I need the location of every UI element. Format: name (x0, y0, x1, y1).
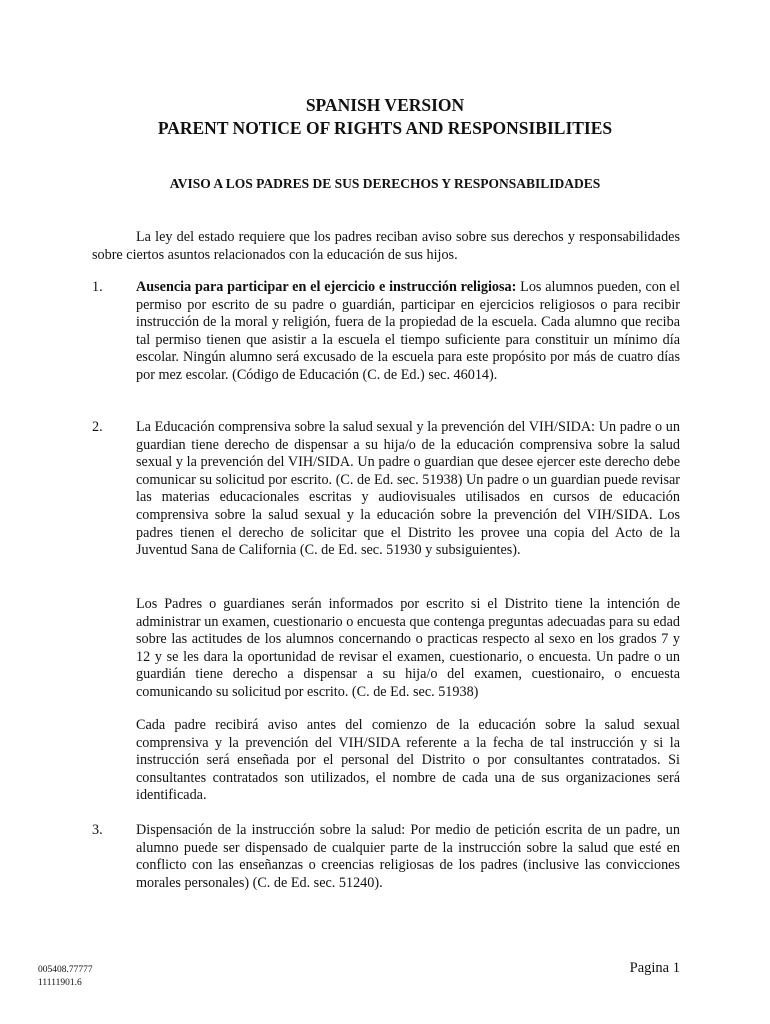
item-1-heading: Ausencia para participar en el ejercicio e instrucción religiosa: (136, 279, 517, 295)
document-title-line1: SPANISH VERSION (305, 95, 465, 115)
document-subtitle: AVISO A LOS PADRES DE SUS DERECHOS Y RESPONSABILIDADES (169, 176, 601, 191)
item-number: 1. (92, 279, 103, 295)
item-2-paragraph-3: Cada padre recibirá aviso antes del comienzo de la educación sobre la salud sexual comprensiva y la prevención del VIH/SIDA referente a la fecha de tal instrucción y si la instrucción será enseñada por el personal del Distrito o por consultantes contratados. Si consultantes contratados son utilizados, el nombre de cada una de sus organizaciones será identificada. (136, 717, 680, 804)
item-2-paragraph-2: Los Padres o guardianes serán informados por escrito si el Distrito tiene la intención de administrar un examen, cuestionario o encuesta que contenga preguntas adecuadas para su edad sobre las actitudes de los alumnos concernando o practicas respecto al sexo en los grados 7 y 12 y se les dara la oportunidad de revisar el examen, cuestionario, o encuesta. Un padre o un guardián tiene derecho a dispensar a su hija/o del examen, cuestionairo, o encuesta comunicando su solicitud por escrito. (C. de Ed. sec. 51938) (136, 596, 680, 700)
item-1-paragraph (136, 279, 680, 385)
document-title-line2: PARENT NOTICE OF RIGHTS AND RESPONSIBILITIES (157, 118, 613, 138)
intro-paragraph: La ley del estado requiere que los padres reciban aviso sobre sus derechos y responsabilidades sobre ciertos asuntos relacionados con la educación de sus hijos. (92, 229, 680, 263)
footer-document-code: 005408.77777 (38, 965, 93, 975)
item-1-text: Los alumnos pueden, con el permiso por escrito de su padre o guardián, participar en ejercicios religiosos o para recibir instrucción de la moral y religión, fuera de la propiedad de la escuela. Cada alumno que reciba tal permiso tienen que asistir a la escuela el tiempo suficiente para constituir un mínimo día escolar. Ningún alumno será excusado de la escuela para este propósito por más de cuatro días por mez escolar. (Código de Educación (C. de Ed.) sec. 46014). (136, 279, 680, 383)
footer-document-code-2: 11111901.6 (38, 978, 82, 988)
item-2-paragraph: La Educación comprensiva sobre la salud sexual y la prevención del VIH/SIDA: Un padre o un guardian tiene derecho de dispensar a su hija/o de la educación comprensiva sobre la salud sexual y la prevención del VIH/SIDA. Un padre o guardian que desee ejercer este derecho debe comunicar su solicitud por escrito. (C. de Ed. sec. 51938) Un padre o un guardian puede revisar las materias educacionales escritas y audiovisuales utilisados en cursos de educación comprensiva sobre la salud sexual y la educación sobre la prevención del VIH/SIDA. Los padres tienen el derecho de solicitar que el Distrito les provee una copia del Acto de la Juventud Sana de California (C. de Ed. sec. 51930 y subsiguientes). (136, 419, 680, 559)
item-number: 3. (92, 822, 103, 838)
item-3-paragraph: Dispensación de la instrucción sobre la salud: Por medio de petición escrita de un padre, un alumno puede ser dispensado de cualquier parte de la instrucción sobre la salud que esté en conflicto con las enseñanzas o creencias religiosas de los padres (inclusive las convicciones morales personales) (C. de Ed. sec. 51240). (136, 822, 680, 891)
item-number: 2. (92, 419, 103, 435)
page-number: Pagina 1 (629, 960, 680, 976)
